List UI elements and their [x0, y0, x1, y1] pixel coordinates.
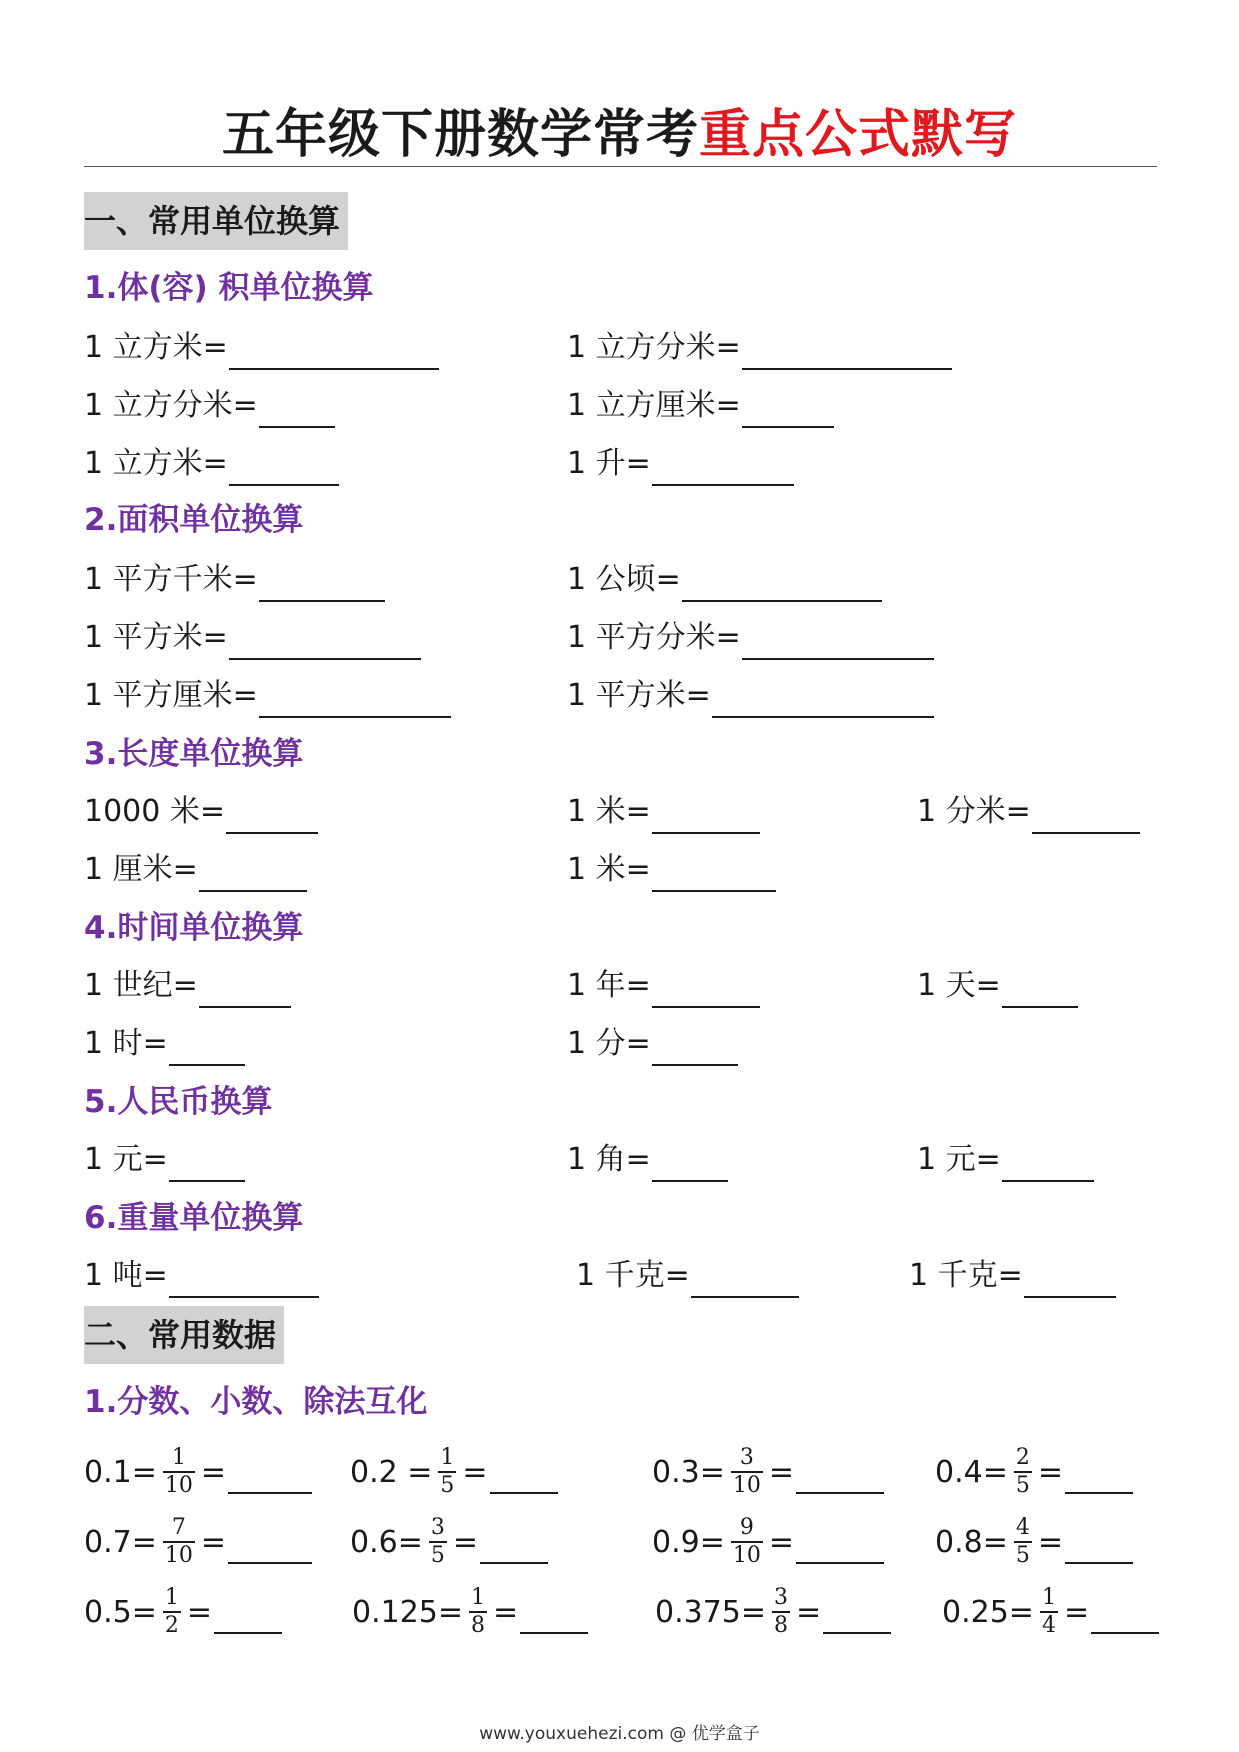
- length-item-5: 1 米=: [567, 848, 776, 892]
- answer-blank[interactable]: [480, 1534, 548, 1564]
- weight-item-2: 1 千克=: [576, 1254, 799, 1298]
- volume-item-5: 1 立方米=: [84, 442, 339, 486]
- weight-item-1: 1 吨=: [84, 1254, 319, 1298]
- answer-blank[interactable]: [742, 332, 952, 370]
- decimal-label: 0.125=: [352, 1594, 464, 1630]
- fraction-numerator: 1: [440, 1445, 455, 1470]
- fraction-denominator: 10: [732, 1473, 761, 1498]
- fraction-item: [350, 1502, 548, 1582]
- answer-blank[interactable]: [228, 1464, 312, 1494]
- subheading-volume: 1.体(容) 积单位换算: [84, 270, 374, 306]
- answer-blank[interactable]: [796, 1464, 884, 1494]
- fraction-denominator: 8: [774, 1613, 789, 1638]
- equals-sign: =: [462, 1454, 488, 1490]
- answer-blank[interactable]: [214, 1604, 282, 1634]
- fraction-item: [652, 1502, 884, 1582]
- length-item-1: 1000 米=: [84, 790, 318, 834]
- equals-sign: =: [452, 1524, 478, 1560]
- area-item-1: 1 平方千米=: [84, 558, 385, 602]
- equals-sign: =: [768, 1454, 794, 1490]
- fraction-numerator: 3: [430, 1515, 445, 1540]
- decimal-label: 0.25=: [942, 1594, 1034, 1630]
- volume-item-3: 1 立方分米=: [84, 384, 335, 428]
- area-item-5: 1 平方厘米=: [84, 674, 451, 718]
- money-item-1: 1 元=: [84, 1138, 245, 1182]
- answer-blank[interactable]: [682, 564, 882, 602]
- decimal-label: 0.4=: [935, 1454, 1008, 1490]
- answer-blank[interactable]: [1032, 796, 1140, 834]
- fraction-denominator: 5: [440, 1473, 455, 1498]
- answer-blank[interactable]: [259, 564, 385, 602]
- answer-blank[interactable]: [652, 796, 760, 834]
- fraction: [163, 1585, 181, 1639]
- area-item-4: 1 平方分米=: [567, 616, 934, 660]
- fraction-item: [84, 1432, 312, 1512]
- fraction-numerator: 3: [739, 1445, 754, 1470]
- fraction-numerator: 9: [739, 1515, 754, 1540]
- time-item-3: 1 天=: [917, 964, 1078, 1008]
- fraction-denominator: 10: [164, 1543, 193, 1568]
- fraction-item: [84, 1572, 282, 1652]
- fraction-item: [935, 1502, 1133, 1582]
- answer-blank[interactable]: [652, 1028, 738, 1066]
- volume-item-4: 1 立方厘米=: [567, 384, 834, 428]
- fraction-item: [350, 1432, 558, 1512]
- area-item-2: 1 公顷=: [567, 558, 882, 602]
- answer-blank[interactable]: [169, 1028, 245, 1066]
- equals-sign: =: [1037, 1524, 1063, 1560]
- subheading-area: 2.面积单位换算: [84, 502, 304, 538]
- subheading-time: 4.时间单位换算: [84, 910, 304, 946]
- fraction: [731, 1445, 763, 1499]
- fraction-numerator: 7: [171, 1515, 186, 1540]
- fraction-numerator: 1: [471, 1585, 486, 1610]
- equals-sign: =: [768, 1524, 794, 1560]
- money-item-2: 1 角=: [567, 1138, 728, 1182]
- fraction: [731, 1515, 763, 1569]
- answer-blank[interactable]: [652, 1144, 728, 1182]
- answer-blank[interactable]: [1024, 1260, 1116, 1298]
- answer-blank[interactable]: [1065, 1464, 1133, 1494]
- decimal-label: 0.1=: [84, 1454, 157, 1490]
- answer-blank[interactable]: [259, 680, 451, 718]
- fraction-numerator: 4: [1015, 1515, 1030, 1540]
- volume-item-2: 1 立方分米=: [567, 326, 952, 370]
- subheading-fraction-decimal: 1.分数、小数、除法互化: [84, 1384, 428, 1420]
- time-item-2: 1 年=: [567, 964, 760, 1008]
- decimal-label: 0.375=: [655, 1594, 767, 1630]
- fraction-denominator: 2: [164, 1613, 179, 1638]
- footer-watermark: www.youxuehezi.com @ 优学盒子: [479, 1724, 760, 1744]
- fraction: [163, 1515, 195, 1569]
- answer-blank[interactable]: [169, 1144, 245, 1182]
- fraction-numerator: 1: [171, 1445, 186, 1470]
- fraction-denominator: 10: [164, 1473, 193, 1498]
- area-item-6: 1 平方米=: [567, 674, 934, 718]
- time-item-5: 1 分=: [567, 1022, 738, 1066]
- answer-blank[interactable]: [691, 1260, 799, 1298]
- fraction-denominator: 4: [1041, 1613, 1056, 1638]
- answer-blank[interactable]: [226, 796, 318, 834]
- length-item-4: 1 厘米=: [84, 848, 307, 892]
- decimal-label: 0.5=: [84, 1594, 157, 1630]
- decimal-label: 0.7=: [84, 1524, 157, 1560]
- answer-blank[interactable]: [796, 1534, 884, 1564]
- answer-blank[interactable]: [742, 622, 934, 660]
- fraction-denominator: 5: [1015, 1543, 1030, 1568]
- answer-blank[interactable]: [229, 622, 421, 660]
- answer-blank[interactable]: [229, 332, 439, 370]
- decimal-label: 0.6=: [350, 1524, 423, 1560]
- fraction: [772, 1585, 790, 1639]
- answer-blank[interactable]: [490, 1464, 558, 1494]
- answer-blank[interactable]: [823, 1604, 891, 1634]
- fraction: [1014, 1445, 1032, 1499]
- answer-blank[interactable]: [229, 448, 339, 486]
- equals-sign: =: [1063, 1594, 1090, 1630]
- answer-blank[interactable]: [259, 390, 335, 428]
- fraction: [438, 1445, 456, 1499]
- equals-sign: =: [1037, 1454, 1063, 1490]
- decimal-label: 0.2 =: [350, 1454, 433, 1490]
- fraction: [1014, 1515, 1032, 1569]
- answer-blank[interactable]: [1091, 1604, 1159, 1634]
- fraction-denominator: 5: [1015, 1473, 1030, 1498]
- title-black: 五年级下册数学常考: [221, 105, 699, 165]
- fraction-numerator: 1: [1041, 1585, 1056, 1610]
- fraction-item: [652, 1432, 884, 1512]
- volume-item-1: 1 立方米=: [84, 326, 439, 370]
- time-item-1: 1 世纪=: [84, 964, 291, 1008]
- weight-item-3: 1 千克=: [909, 1254, 1116, 1298]
- answer-blank[interactable]: [1065, 1534, 1133, 1564]
- answer-blank[interactable]: [742, 390, 834, 428]
- subheading-weight: 6.重量单位换算: [84, 1200, 304, 1236]
- answer-blank[interactable]: [199, 854, 307, 892]
- fraction-item: [84, 1502, 312, 1582]
- time-item-4: 1 时=: [84, 1022, 245, 1066]
- decimal-label: 0.9=: [652, 1524, 725, 1560]
- answer-blank[interactable]: [652, 448, 794, 486]
- fraction-item: [655, 1572, 891, 1652]
- equals-sign: =: [186, 1594, 212, 1630]
- equals-sign: =: [493, 1594, 519, 1630]
- fraction: [469, 1585, 487, 1639]
- equals-sign: =: [200, 1524, 226, 1560]
- equals-sign: =: [200, 1454, 226, 1490]
- fraction-item: [942, 1572, 1159, 1652]
- fraction-denominator: 8: [471, 1613, 486, 1638]
- section-heading-common-data: 二、常用数据: [84, 1306, 284, 1364]
- fraction-denominator: 5: [430, 1543, 445, 1568]
- page-title: [0, 104, 1239, 166]
- volume-item-6: 1 升=: [567, 442, 794, 486]
- equals-sign: =: [796, 1594, 822, 1630]
- fraction: [1040, 1585, 1058, 1639]
- fraction-numerator: 1: [164, 1585, 179, 1610]
- length-item-3: 1 分米=: [917, 790, 1140, 834]
- section-heading-unit-conversion: 一、常用单位换算: [84, 192, 348, 250]
- answer-blank[interactable]: [652, 854, 776, 892]
- answer-blank[interactable]: [652, 970, 760, 1008]
- title-red: 重点公式默写: [699, 105, 1018, 165]
- answer-blank[interactable]: [712, 680, 934, 718]
- fraction-numerator: 3: [774, 1585, 789, 1610]
- answer-blank[interactable]: [520, 1604, 588, 1634]
- title-divider: [84, 166, 1157, 167]
- decimal-label: 0.3=: [652, 1454, 725, 1490]
- fraction-item: [352, 1572, 588, 1652]
- subheading-money: 5.人民币换算: [84, 1084, 273, 1120]
- answer-blank[interactable]: [228, 1534, 312, 1564]
- decimal-label: 0.8=: [935, 1524, 1008, 1560]
- fraction-numerator: 2: [1015, 1445, 1030, 1470]
- answer-blank[interactable]: [1002, 1144, 1094, 1182]
- fraction-denominator: 10: [732, 1543, 761, 1568]
- answer-blank[interactable]: [199, 970, 291, 1008]
- area-item-3: 1 平方米=: [84, 616, 421, 660]
- fraction: [163, 1445, 195, 1499]
- answer-blank[interactable]: [1002, 970, 1078, 1008]
- money-item-3: 1 元=: [917, 1138, 1094, 1182]
- fraction-item: [935, 1432, 1133, 1512]
- length-item-2: 1 米=: [567, 790, 760, 834]
- fraction: [429, 1515, 447, 1569]
- subheading-length: 3.长度单位换算: [84, 736, 304, 772]
- answer-blank[interactable]: [169, 1260, 319, 1298]
